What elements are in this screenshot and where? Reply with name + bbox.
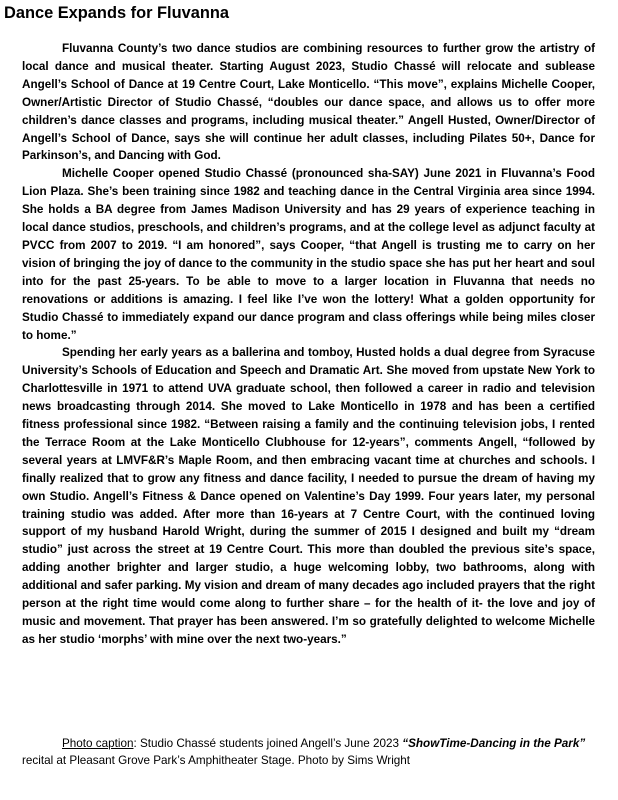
photo-caption-separator: :: [133, 737, 140, 750]
article-paragraph-1: Fluvanna County’s two dance studios are combining resources to further grow the artistry of local dance and musical theater. Starting August 2023, Studio Chassé will relocate and sublease Angell’s School of Dance at 19 Centre Court, Lake Monticello. “This move”, explains Michelle Cooper, Owner/Artistic Director of Studio Chassé, “doubles our dance space, and allows us to offer more children’s dance classes and programs, including musical theater.” Angell Husted, Owner/Director of Angell’s School of Dance, says she will continue her adult classes, including Pilates 50+, Dance for Parkinson’s, and Dancing with God.: [22, 42, 595, 163]
photo-caption-text-before: Studio Chassé students joined Angell’s June 2023: [139, 737, 403, 750]
article-paragraph-3: Spending her early years as a ballerina and tomboy, Husted holds a dual degree from Syracuse University’s Schools of Education and Speech and Dramatic Art. She moved from upstate New York to Charlottesville in 1971 to attend UVA graduate school, then followed a career in radio and television news broadcasting through 2014. She moved to Lake Monticello in 1978 and has been a certified fitness professional since 1982. “Between raising a family and the continuing television jobs, I rented the Terrace Room at the Lake Monticello Clubhouse for 12-years”, comments Angell, “followed by several years at LMVF&R’s Maple Room, and then embracing vacant time at churches and schools. I finally realized that to grow any fitness and dance facility, I needed to pursue the dream of having my own Studio. Angell’s Fitness & Dance opened on Valentine’s Day 1999. Four years later, my personal training studio was added. After more than 16-years at 7 Centre Court, with the continued loving support of my husband Harold Wright, during the summer of 2015 I designed and built my “dream studio” just across the street at 19 Centre Court. This more than doubled the previous site’s space, adding another brighter and larger studio, a huge welcoming lobby, two bathrooms, along with additional and safer parking. My vision and dream of many decades ago included prayers that the right person at the right time would come along to further share – for the health of it- the love and joy of music and movement. That prayer has been answered. I’m so gratefully delighted to welcome Michelle as her studio ‘morphs’ with mine over the next two-years.”: [22, 346, 595, 646]
article-body: [22, 40, 595, 649]
article-title: Dance Expands for Fluvanna: [4, 4, 229, 22]
photo-caption-label: Photo caption: [62, 737, 134, 750]
photo-caption: [22, 735, 595, 769]
photo-caption-text-after: recital at Pleasant Grove Park’s Amphitheater Stage. Photo by Sims Wright: [22, 754, 411, 767]
photo-caption-event-title: “ShowTime-Dancing in the Park”: [402, 737, 586, 750]
article-paragraph-2: Michelle Cooper opened Studio Chassé (pronounced sha-SAY) June 2021 in Fluvanna’s Food Lion Plaza. She’s been training since 1982 and teaching dance in the Central Virginia area since 1994. She holds a BA degree from James Madison University and has 29 years of experience teaching in local dance studios, preschools, and children’s programs, and at the college level as adjunct faculty at PVCC from 2007 to 2019. “I am honored”, says Cooper, “that Angell is trusting me to carry on her vision of bringing the joy of dance to the community in the studio space she has put her heart and soul into for the past 25-years. To be able to move to a larger location in Fluvanna that needs no renovations or additions is amazing. I feel like I’ve won the lottery! What a golden opportunity for Studio Chassé to immediately expand our dance program and class offerings while being miles closer to home.”: [22, 167, 595, 342]
